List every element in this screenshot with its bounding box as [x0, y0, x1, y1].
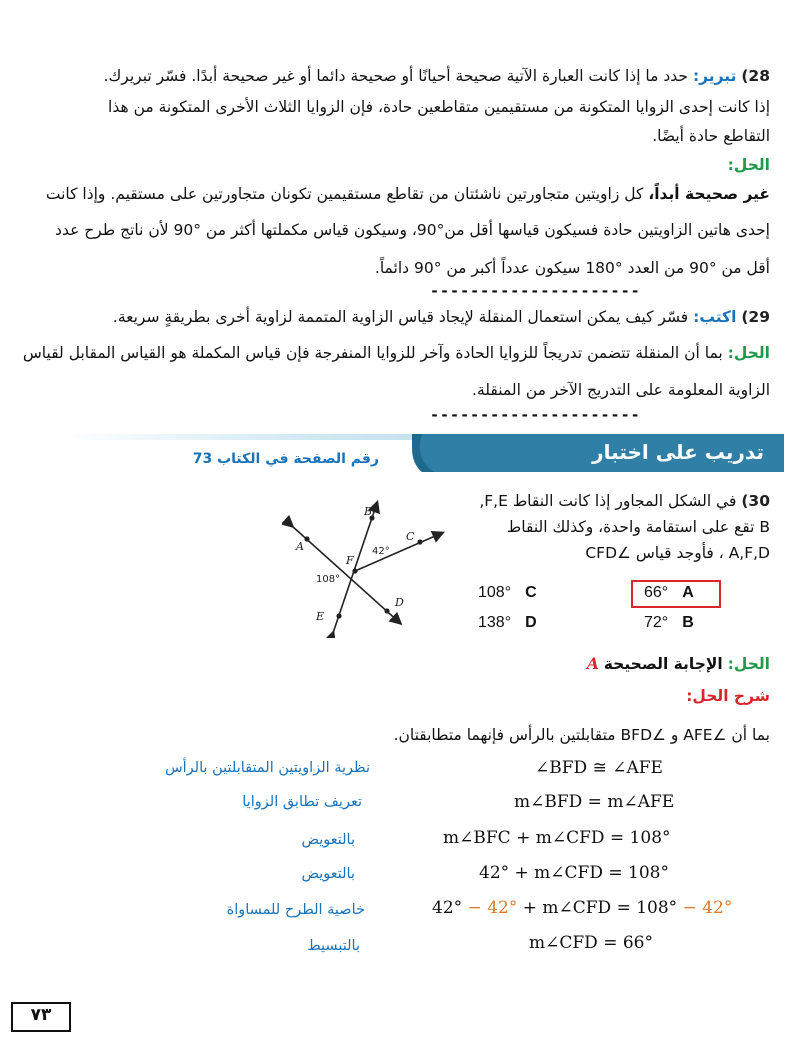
- point-a: [304, 536, 309, 541]
- label-e: E: [316, 610, 325, 623]
- angle-108-label: 108°: [316, 574, 341, 585]
- q29-question: فسّر كيف يمكن استعمال المنقلة لإيجاد قياس الزاوية المتممة لزاوية أخرى بطريقةٍ سريعة.: [112, 308, 689, 326]
- q28-solution-text1: كل زاويتين متجاورتين ناشئتان من تقاطع مستقيمين تكونان متجاورتين على مستقيم. وإذا كانت: [45, 185, 649, 203]
- step-6-note: بالتبسيط: [307, 938, 360, 954]
- q30-answer-text: الإجابة الصحيحة: [603, 655, 723, 673]
- q30-line2: B تقع على استقامة واحدة، وكذلك النقاط: [506, 518, 770, 536]
- q28-solution-bold: غير صحيحة أبداً،: [648, 185, 770, 203]
- q28-solution-line2: إحدى هاتين الزاويتين حادة فسيكون قياسها أقل من°90، وسيكون قياس مكملتها أكثر من °90 لأن ناتج طرح عدد: [55, 221, 770, 239]
- label-b: B: [364, 505, 373, 518]
- q30-answer-label: الحل:: [727, 655, 770, 673]
- option-a-value: 66°: [644, 584, 669, 601]
- banner-title: تدريب على اختبار: [592, 440, 764, 464]
- q29-solution-label: الحل:: [727, 344, 770, 362]
- step-6-eq: m∠CFD = 66°: [529, 933, 653, 953]
- page-number: ٧٣: [30, 1005, 52, 1025]
- step-2-eq: m∠BFD = m∠AFE: [514, 792, 675, 812]
- q28-solution-line3: أقل من °90 من العدد °180 سيكون عدداً أكبر من °90 دائماً.: [374, 259, 770, 277]
- q29-solution-line2: الزاوية المعلومة على التدريج الآخر من المنقلة.: [472, 381, 770, 399]
- q30-explain-intro: بما أن ∠AFE و ∠BFD متقابلتين بالرأس فإنهما متطابقتان.: [393, 726, 770, 744]
- step-4-note: بالتعويض: [301, 866, 355, 882]
- label-d: D: [395, 596, 404, 609]
- point-f: [352, 568, 357, 573]
- q28-solution-label: الحل:: [727, 156, 770, 174]
- step-5-eq-c: + m∠CFD = 108°: [517, 898, 678, 918]
- geometry-figure: [282, 498, 457, 638]
- label-a: A: [296, 540, 304, 553]
- step-5-note: خاصية الطرح للمساواة: [226, 902, 365, 918]
- q30-answer-letter: A: [586, 654, 599, 673]
- section-banner: [62, 428, 784, 476]
- q30-line3: A,F,D ، فأوجد قياس ∠CFD: [585, 544, 770, 562]
- option-d-letter: D: [525, 614, 537, 631]
- q29-number: 29): [741, 308, 770, 326]
- ray-fc: [355, 533, 442, 571]
- option-b-value: 72°: [644, 614, 669, 631]
- step-3-note: بالتعويض: [301, 832, 355, 848]
- q29-solution-line1: [22, 343, 770, 363]
- divider-2: ---------------------: [430, 406, 641, 424]
- option-b-letter: B: [682, 614, 694, 631]
- step-2-note: تعريف تطابق الزوايا: [242, 794, 362, 810]
- step-3-eq: m∠BFC + m∠CFD = 108°: [443, 828, 671, 848]
- step-1-eq: ∠BFD ≅ ∠AFE: [535, 758, 663, 778]
- q28-line2: إذا كانت إحدى الزوايا المتكونة من مستقيمين متقاطعين حادة، فإن الزوايا الثلاث الأخرى المتكونة من هذا: [108, 98, 770, 116]
- q29-solution-text1: بما أن المنقلة تتضمن تدريجاً للزوايا الحادة وآخر للزوايا المنفرجة فإن قياس المكملة هو القياس المقابل لقياس: [22, 344, 728, 362]
- option-a[interactable]: [644, 584, 694, 602]
- q28-number: 28): [741, 67, 770, 85]
- q30-text1: في الشكل المجاور إذا كانت النقاط F,E,: [479, 492, 737, 510]
- point-e: [336, 613, 341, 618]
- q29-line: [20, 307, 770, 327]
- label-f: F: [346, 554, 354, 567]
- q30-number: 30): [741, 492, 770, 510]
- banner-page-ref: رقم الصفحة في الكتاب 73: [192, 451, 379, 467]
- q28-text1: حدد ما إذا كانت العبارة الآتية صحيحة أحيانًا أو صحيحة دائما أو غير صحيحة أبدًا. فسّر تبريرك.: [103, 67, 688, 85]
- step-1-note: نظرية الزاويتين المتقابلتين بالرأس: [164, 760, 370, 776]
- step-5-eq-b: − 42°: [462, 898, 518, 918]
- q28-line1: [20, 66, 770, 86]
- step-5-eq-a: 42°: [432, 898, 463, 918]
- point-c: [417, 539, 422, 544]
- option-d[interactable]: [478, 614, 537, 632]
- option-d-value: 138°: [478, 614, 512, 631]
- q28-line3: التقاطع حادة أيضًا.: [652, 127, 770, 145]
- step-5-eq: [432, 898, 732, 918]
- q29-tag: اكتب:: [693, 308, 737, 326]
- label-c: C: [406, 530, 415, 543]
- q28-tag: تبرير:: [692, 67, 737, 85]
- q30-answer: [587, 654, 770, 674]
- step-5-eq-d: − 42°: [677, 898, 733, 918]
- option-b[interactable]: [644, 614, 694, 632]
- option-c[interactable]: [478, 584, 537, 602]
- angle-42-label: 42°: [372, 546, 390, 557]
- q28-solution-line1: [25, 184, 770, 204]
- option-c-value: 108°: [478, 584, 512, 601]
- step-4-eq: 42° + m∠CFD = 108°: [479, 863, 669, 883]
- option-a-letter: A: [682, 584, 694, 601]
- divider-1: ---------------------: [430, 282, 641, 300]
- option-c-letter: C: [525, 584, 537, 601]
- point-d: [384, 608, 389, 613]
- q30-explain-title: شرح الحل:: [686, 687, 770, 705]
